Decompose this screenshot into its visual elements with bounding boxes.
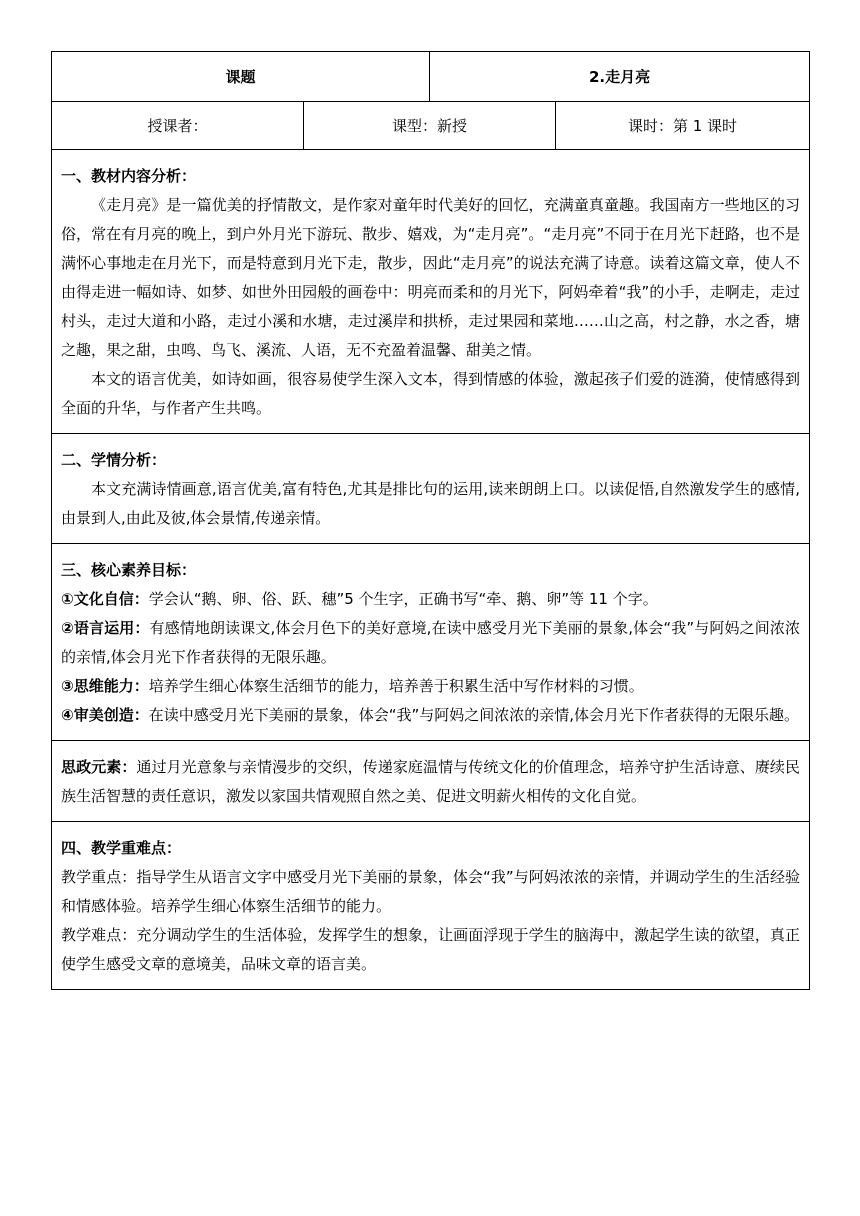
student-analysis-row xyxy=(52,434,810,544)
ideology-paragraph xyxy=(61,753,800,811)
topic-value-cell xyxy=(430,52,810,102)
textbook-analysis-row xyxy=(52,150,810,434)
section-title: 三、核心素养目标： xyxy=(61,561,197,579)
section-title: 四、教学重难点： xyxy=(61,839,182,857)
goal-text: 培养学生细心体察生活细节的能力，培养善于积累生活中写作材料的习惯。 xyxy=(148,677,644,695)
paragraph: 《走月亮》是一篇优美的抒情散文，是作家对童年时代美好的回忆，充满童真童趣。我国南方一些地区的习俗，常在有月亮的晚上，到户外月光下游玩、散步、嬉戏，为“走月亮”。“走月亮”不同于在月光下赶路，也不是满怀心事地走在月光下，而是特意到月光下走，散步，因此“走月亮”的说法充满了诗意。读着这篇文章，使人不由得走进一幅如诗、如梦、如世外田园般的画卷中：明亮而柔和的月光下，阿妈牵着“我”的小手，走啊走，走过村头，走过大道和小路，走过小溪和水塘，走过溪岸和拱桥，走过果园和菜地……山之高，村之静，水之香，塘之趣，果之甜，虫鸣、鸟飞、溪流、人语，无不充盈着温馨、甜美之情。 xyxy=(61,196,801,359)
goal-label: ②语言运用： xyxy=(61,619,150,637)
ideology-section xyxy=(52,741,810,822)
period-cell xyxy=(556,102,810,150)
section-title: 一、教材内容分析： xyxy=(61,167,197,185)
goal-item xyxy=(61,585,800,614)
info-row xyxy=(52,102,810,150)
goal-text: 有感情地朗读课文,体会月色下的美好意境,在读中感受月光下美丽的景象,体会“我”与阿妈之间浓浓的亲情,体会月光下作者获得的无限乐趣。 xyxy=(61,619,801,666)
paragraph: 本文的语言优美，如诗如画，很容易使学生深入文本，得到情感的体验，激起孩子们爱的涟漪，使情感得到全面的升华，与作者产生共鸣。 xyxy=(61,370,801,417)
lesson-period: 课时：第 1 课时 xyxy=(627,117,738,135)
goal-label: ③思维能力： xyxy=(61,677,149,695)
key-point: 教学重点：指导学生从语言文字中感受月光下美丽的景象，体会“我”与阿妈浓浓的亲情，并调动学生的生活经验和情感体验。培养学生细心体察生活细节的能力。 xyxy=(61,868,801,915)
goal-item xyxy=(61,672,800,701)
topic-label: 课题 xyxy=(225,68,256,86)
lesson-plan-table xyxy=(51,51,810,990)
difficult-point: 教学难点：充分调动学生的生活体验，发挥学生的想象，让画面浮现于学生的脑海中，激起学生读的欲望，真正使学生感受文章的意境美，品味文章的语言美。 xyxy=(61,926,801,973)
teacher-label: 授课者： xyxy=(147,117,208,135)
goal-label: ①文化自信： xyxy=(61,590,149,608)
lesson-plan-page xyxy=(51,51,809,990)
core-goals-row xyxy=(52,544,810,741)
ideology-label: 思政元素： xyxy=(61,758,137,776)
key-points-section xyxy=(52,822,810,990)
section-title: 二、学情分析： xyxy=(61,451,167,469)
ideology-row xyxy=(52,741,810,822)
lesson-type: 课型：新授 xyxy=(392,117,468,135)
topic-label-cell xyxy=(52,52,430,102)
teacher-cell xyxy=(52,102,304,150)
core-goals-section xyxy=(52,544,810,741)
header-row xyxy=(52,52,810,102)
student-analysis-section xyxy=(52,434,810,544)
paragraph: 本文充满诗情画意,语言优美,富有特色,尤其是排比句的运用,读来朗朗上口。以读促悟,自然激发学生的感情,由景到人,由此及彼,体会景情,传递亲情。 xyxy=(61,480,801,527)
goal-item xyxy=(61,701,800,730)
textbook-analysis-section xyxy=(52,150,810,434)
goal-text: 在读中感受月光下美丽的景象，体会“我”与阿妈之间浓浓的亲情,体会月光下作者获得的无限乐趣。 xyxy=(148,706,800,724)
key-points-row xyxy=(52,822,810,990)
goal-label: ④审美创造： xyxy=(61,706,149,724)
goal-item xyxy=(61,614,800,672)
ideology-text: 通过月光意象与亲情漫步的交织，传递家庭温情与传统文化的价值理念，培养守护生活诗意、赓续民族生活智慧的责任意识，激发以家国共情观照自然之美、促进文明薪火相传的文化自觉。 xyxy=(61,758,801,805)
goal-text: 学会认“鹅、卵、俗、跃、穗”5 个生字，正确书写“牵、鹅、卵”等 11 个字。 xyxy=(148,590,658,608)
lesson-type-cell xyxy=(304,102,556,150)
topic-title: 2.走月亮 xyxy=(588,68,651,86)
